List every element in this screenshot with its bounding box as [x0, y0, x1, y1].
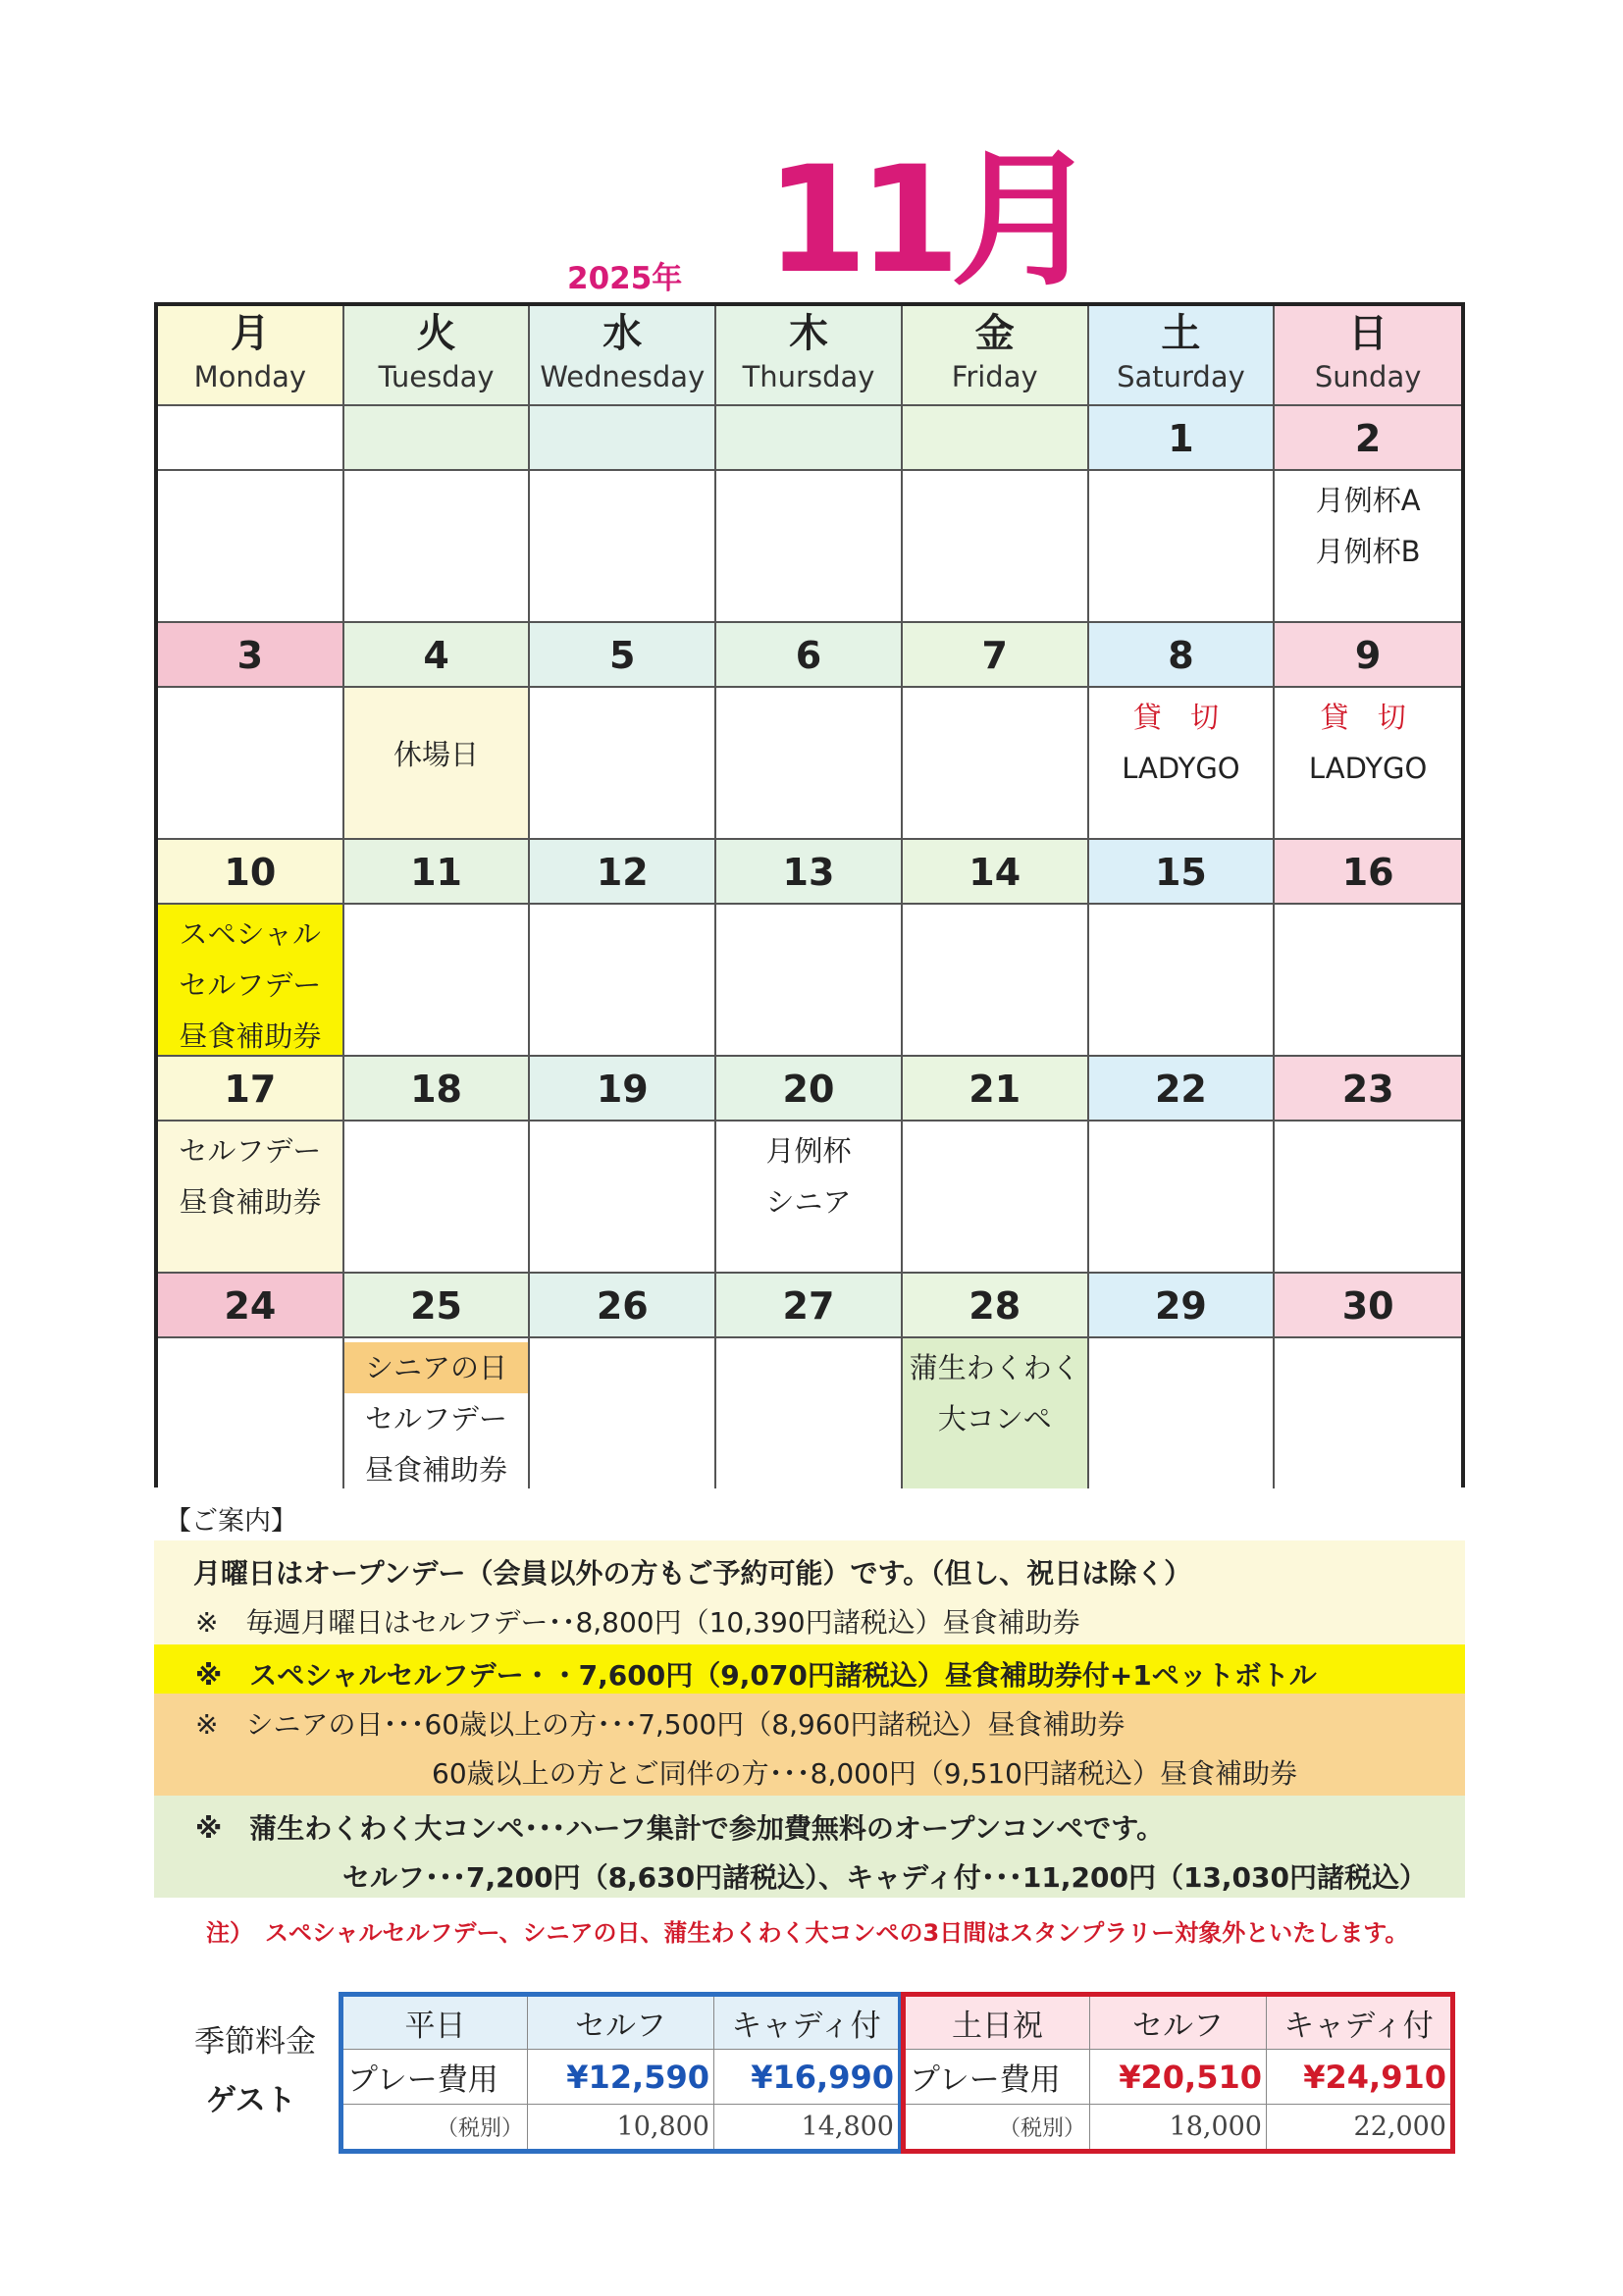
- calendar-month: 11月: [765, 135, 1088, 306]
- event-label: 月例杯B: [1315, 535, 1421, 568]
- event-label: 蒲生わくわく: [909, 1351, 1080, 1384]
- weekday-header-mon: 月 Monday: [158, 306, 344, 406]
- day-events: [1089, 471, 1276, 623]
- event-label: 月例杯A: [1315, 484, 1421, 517]
- notice-open-day: 月曜日はオープンデー（会員以外の方もご予約可能）です。（但し、祝日は除く） ※ 毎週月曜日はセルフデー･･8,800円（10,390円諸税込）昼食補助券: [154, 1540, 1465, 1644]
- day-number: 11: [344, 840, 531, 905]
- weekday-header-sun: 日 Sunday: [1275, 306, 1461, 406]
- day-events: [903, 1122, 1089, 1274]
- day-number: [716, 406, 903, 471]
- weekday-caddie-price: ¥16,990: [714, 2050, 901, 2105]
- day-events: [903, 905, 1089, 1057]
- notice-special: ※ スペシャルセルフデー・・7,600円（9,070円諸税込）昼食補助券付+1ペットボトル: [154, 1644, 1465, 1694]
- notice-compe: ※ 蒲生わくわく大コンペ･･･ハーフ集計で参加費無料のオープンコンペです。 セルフ･･･7,200円（8,630円諸税込）、キャディ付･･･11,200円（13,030円諸税込）: [154, 1796, 1465, 1898]
- day-number: 1: [1089, 406, 1276, 471]
- calendar-grid: [154, 302, 1465, 1487]
- weekday-fee-table: 平日 セルフ キャディ付 プレー費用 ¥12,590 ¥16,990 （税別） 10,800 14,800: [339, 1992, 903, 2154]
- event-label: LADYGO: [1308, 752, 1428, 785]
- day-number: 30: [1275, 1274, 1461, 1338]
- day-number: 26: [530, 1274, 716, 1338]
- notice-senior: ※ シニアの日･･･60歳以上の方･･･7,500円（8,960円諸税込）昼食補助券 60歳以上の方とご同伴の方･･･8,000円（9,510円諸税込）昼食補助券: [154, 1694, 1465, 1796]
- day-number: 27: [716, 1274, 903, 1338]
- day-events: [716, 1338, 903, 1488]
- day-number: 6: [716, 623, 903, 688]
- event-label: 貸 切: [1320, 701, 1416, 734]
- event-label: 昼食補助券: [179, 1185, 322, 1219]
- day-events: [158, 1122, 344, 1274]
- event-label: 昼食補助券: [179, 1019, 322, 1053]
- weekday-self-price: ¥12,590: [528, 2050, 714, 2105]
- day-number: 14: [903, 840, 1089, 905]
- event-label: 昼食補助券: [365, 1453, 508, 1487]
- day-events: [530, 1122, 716, 1274]
- event-label: シニア: [765, 1185, 852, 1219]
- day-number: 10: [158, 840, 344, 905]
- day-events: [344, 1122, 531, 1274]
- day-number: 5: [530, 623, 716, 688]
- day-number: 12: [530, 840, 716, 905]
- day-number: 29: [1089, 1274, 1276, 1338]
- calendar-week-row: [158, 1057, 1461, 1274]
- day-events: [716, 905, 903, 1057]
- day-number: 17: [158, 1057, 344, 1122]
- day-number: 4: [344, 623, 531, 688]
- day-events: [530, 1338, 716, 1488]
- day-events: [344, 688, 531, 840]
- day-events: [1275, 905, 1461, 1057]
- day-events: [1275, 471, 1461, 623]
- day-number: 20: [716, 1057, 903, 1122]
- day-events: [530, 905, 716, 1057]
- day-events: [344, 471, 531, 623]
- day-events: [158, 905, 344, 1057]
- weekday-header-tue: 火 Tuesday: [344, 306, 531, 406]
- day-events: [1089, 1338, 1276, 1488]
- notice-footnote: 注） スペシャルセルフデー、シニアの日、蒲生わくわく大コンペの3日間はスタンプラリー対象外といたします。: [206, 1919, 1409, 1947]
- weekday-header-sat: 土 Saturday: [1089, 306, 1276, 406]
- day-number: 2: [1275, 406, 1461, 471]
- weekday-header-thu: 木 Thursday: [716, 306, 903, 406]
- day-events: [716, 471, 903, 623]
- day-number: 7: [903, 623, 1089, 688]
- day-number: 9: [1275, 623, 1461, 688]
- day-number: 19: [530, 1057, 716, 1122]
- day-number: 16: [1275, 840, 1461, 905]
- calendar-weeks: [158, 406, 1461, 1488]
- calendar-year: 2025年: [567, 261, 683, 296]
- day-number: 13: [716, 840, 903, 905]
- weekend-self-price: ¥20,510: [1090, 2050, 1267, 2105]
- event-label: セルフデー: [179, 968, 322, 1002]
- day-number: [344, 406, 531, 471]
- day-events: [344, 905, 531, 1057]
- event-label: セルフデー: [179, 1134, 322, 1168]
- weekend-fee-table: 土日祝 セルフ キャディ付 プレー費用 ¥20,510 ¥24,910 （税別） 18,000 22,000: [901, 1992, 1455, 2154]
- event-label: LADYGO: [1122, 752, 1240, 785]
- day-events: [716, 688, 903, 840]
- notice-label: 【ご案内】: [165, 1506, 297, 1537]
- day-number: 21: [903, 1057, 1089, 1122]
- day-events: [1089, 905, 1276, 1057]
- day-number: [530, 406, 716, 471]
- event-label: スペシャル: [179, 917, 322, 951]
- day-number: 28: [903, 1274, 1089, 1338]
- day-events: [1089, 1122, 1276, 1274]
- fee-guest-label: ゲスト: [206, 2083, 296, 2118]
- weekend-caddie-price: ¥24,910: [1267, 2050, 1453, 2105]
- calendar-week-row: [158, 1274, 1461, 1488]
- day-events: [158, 1338, 344, 1488]
- day-number: 8: [1089, 623, 1276, 688]
- weekday-header-fri: 金 Friday: [903, 306, 1089, 406]
- day-number: 3: [158, 623, 344, 688]
- day-number: 22: [1089, 1057, 1276, 1122]
- event-label: 大コンペ: [937, 1402, 1052, 1435]
- day-events: [1275, 688, 1461, 840]
- day-events: [158, 688, 344, 840]
- day-events: [716, 1122, 903, 1274]
- day-events: [530, 688, 716, 840]
- day-events: [1089, 688, 1276, 840]
- day-number: 23: [1275, 1057, 1461, 1122]
- event-label: 休場日: [393, 738, 480, 771]
- event-label: シニアの日: [344, 1342, 529, 1393]
- event-label: セルフデー: [365, 1402, 508, 1435]
- day-number: 18: [344, 1057, 531, 1122]
- day-events: [344, 1338, 531, 1488]
- day-events: [903, 1338, 1089, 1488]
- day-events: [158, 471, 344, 623]
- day-number: 25: [344, 1274, 531, 1338]
- fee-season-label: 季節料金: [194, 2024, 316, 2060]
- day-number: 24: [158, 1274, 344, 1338]
- event-label: 貸 切: [1132, 701, 1230, 734]
- weekday-header-wed: 水 Wednesday: [530, 306, 716, 406]
- day-events: [1275, 1338, 1461, 1488]
- event-label: 月例杯: [765, 1134, 852, 1168]
- day-events: [530, 471, 716, 623]
- day-events: [903, 688, 1089, 840]
- calendar-week-row: [158, 840, 1461, 1057]
- calendar-week-row: [158, 406, 1461, 623]
- calendar-week-row: [158, 623, 1461, 840]
- day-number: 15: [1089, 840, 1276, 905]
- day-number: [903, 406, 1089, 471]
- day-events: [1275, 1122, 1461, 1274]
- day-events: [903, 471, 1089, 623]
- day-number: [158, 406, 344, 471]
